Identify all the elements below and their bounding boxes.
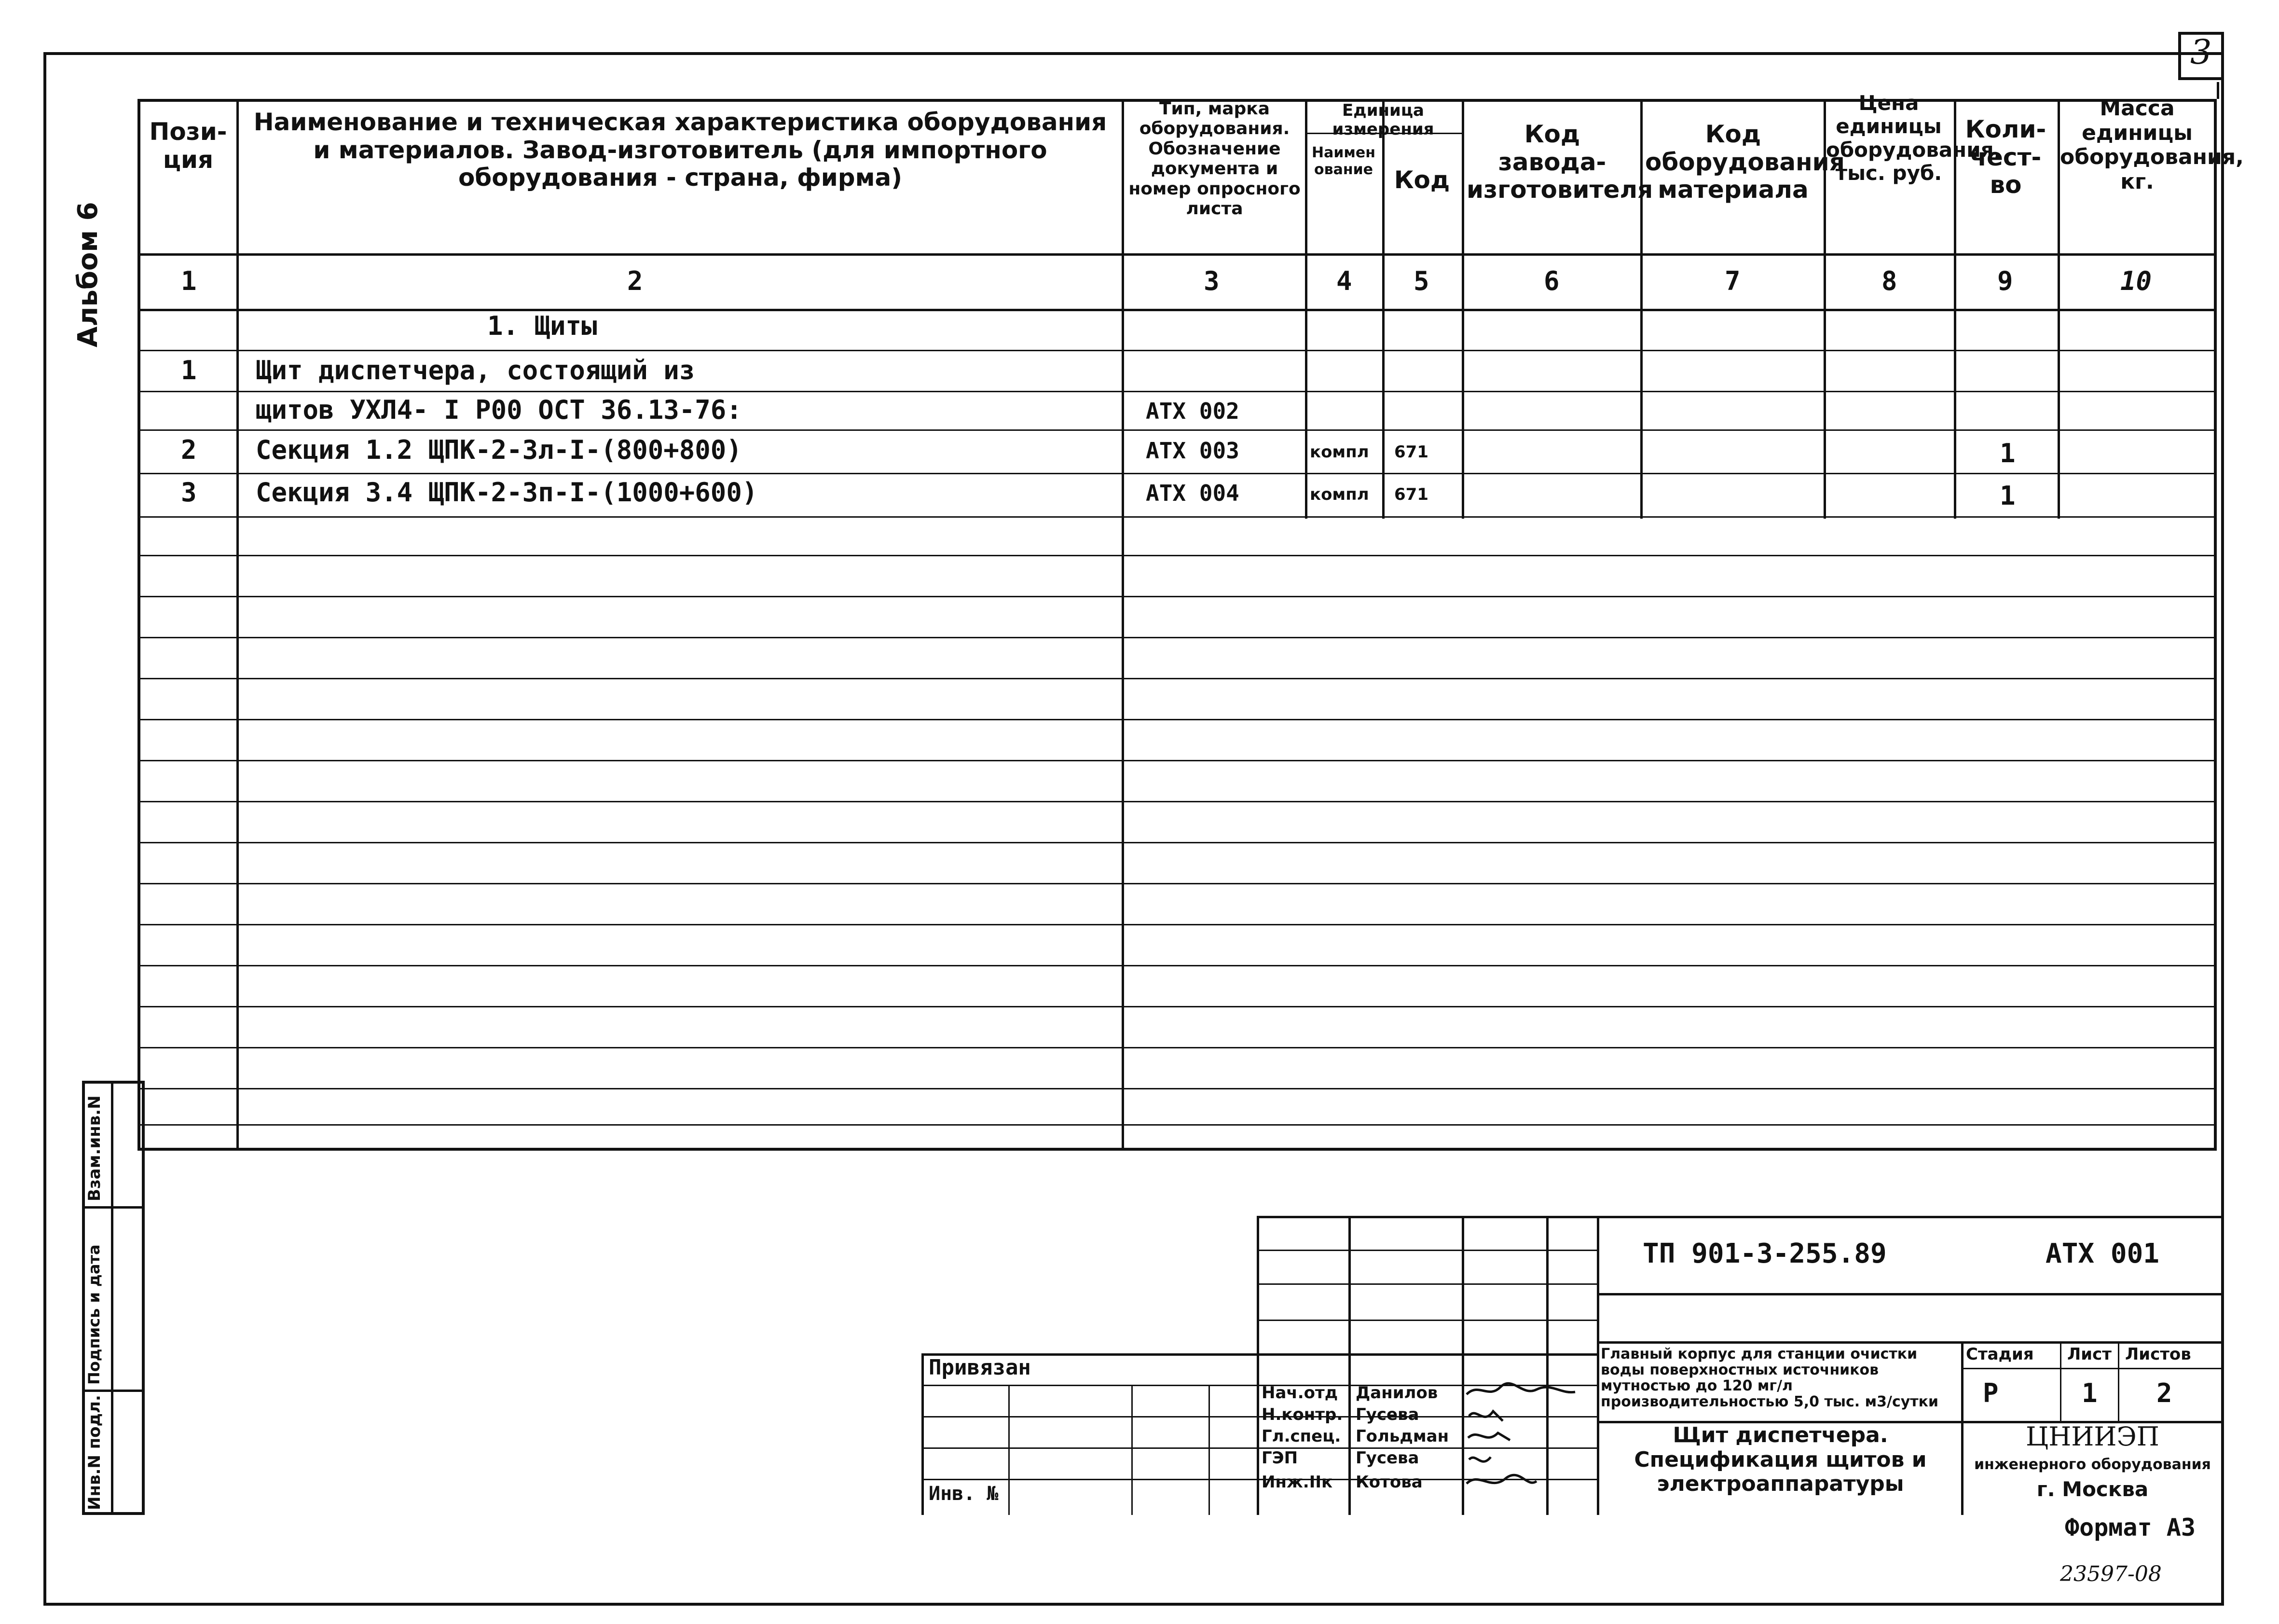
header-unit: Единица измерения bbox=[1332, 101, 1434, 139]
col-number-6: 6 bbox=[1544, 266, 1560, 296]
stage-value: Р bbox=[1983, 1378, 1999, 1408]
row-4-code: 671 bbox=[1394, 485, 1428, 504]
name-5: Котова bbox=[1356, 1473, 1423, 1492]
role-2: Н.контр. bbox=[1262, 1405, 1343, 1424]
spec-table bbox=[137, 99, 2217, 1151]
row-4-type: АТХ 004 bbox=[1146, 480, 1239, 506]
role-5: Инж.IIк bbox=[1262, 1473, 1333, 1492]
row-2-type: АТХ 002 bbox=[1146, 398, 1239, 424]
document-title: Щит диспетчера. Спецификация щитов и электроаппаратуры bbox=[1634, 1423, 1927, 1497]
side-stamp-vzam: Взам.инв.N bbox=[85, 1095, 104, 1201]
row-4-name: Секция 3.4 ЩПК-2-3п-I-(1000+600) bbox=[256, 477, 758, 508]
header-price: Цена единицы оборудования, тыс. руб. bbox=[1826, 91, 2002, 185]
name-2: Гусева bbox=[1356, 1405, 1419, 1424]
role-3: Гл.спец. bbox=[1262, 1427, 1341, 1446]
col-number-9: 9 bbox=[1997, 266, 2013, 296]
sheet-number: 3 bbox=[2190, 32, 2212, 72]
sheets-value: 2 bbox=[2156, 1378, 2172, 1408]
row-section-title: 1. Щиты bbox=[487, 311, 597, 341]
album-label: Альбом 6 bbox=[72, 202, 104, 347]
row-3-unit: компл bbox=[1310, 442, 1369, 462]
name-3: Гольдман bbox=[1356, 1427, 1449, 1446]
col-number-8: 8 bbox=[1881, 266, 1897, 296]
row-1-position: 1 bbox=[181, 355, 197, 385]
inv-no-label: Инв. № bbox=[929, 1483, 999, 1505]
row-3-code: 671 bbox=[1394, 442, 1428, 462]
header-factory-code: Код завода- изготовителя bbox=[1467, 120, 1653, 204]
sheet-value: 1 bbox=[2082, 1378, 2098, 1408]
document-code: АТХ 001 bbox=[2046, 1238, 2160, 1269]
col-number-5: 5 bbox=[1414, 266, 1429, 296]
row-4-unit: компл bbox=[1310, 485, 1369, 504]
row-3-type: АТХ 003 bbox=[1146, 438, 1239, 464]
header-equipment-code: Код оборудования материала bbox=[1645, 120, 1845, 204]
side-stamp-podpis: Подпись и дата bbox=[85, 1244, 103, 1385]
col-number-7: 7 bbox=[1725, 266, 1741, 296]
header-type: Тип, марка оборудования. Обозначение документа и номер опросного листа bbox=[1128, 99, 1301, 219]
row-4-position: 3 bbox=[181, 477, 197, 508]
privyazan-label: Привязан bbox=[929, 1355, 1031, 1380]
header-mass: Масса единицы оборудования, кг. bbox=[2060, 96, 2244, 194]
header-unit-code: Код bbox=[1394, 166, 1450, 194]
row-4-quantity: 1 bbox=[2000, 481, 2016, 511]
role-4: ГЭП bbox=[1262, 1448, 1298, 1468]
name-1: Данилов bbox=[1356, 1383, 1438, 1403]
col-number-10: 10 bbox=[2120, 266, 2152, 296]
sheet-label: Лист bbox=[2067, 1345, 2112, 1364]
archive-number: 23597-08 bbox=[2060, 1562, 2162, 1586]
organization: ЦНИИЭП bbox=[2026, 1421, 2159, 1452]
header-position: Пози- ция bbox=[149, 118, 227, 174]
row-3-quantity: 1 bbox=[2000, 438, 2016, 468]
name-4: Гусева bbox=[1356, 1448, 1419, 1468]
organization-sub: инженерного оборудования bbox=[1974, 1456, 2211, 1473]
col-number-4: 4 bbox=[1336, 266, 1352, 296]
stage-label: Стадия bbox=[1966, 1345, 2034, 1364]
signatures bbox=[1464, 1380, 1580, 1505]
city: г. Москва bbox=[2036, 1477, 2149, 1501]
sheets-label: Листов bbox=[2125, 1345, 2191, 1364]
designation: ТП 901-3-255.89 bbox=[1643, 1238, 1887, 1269]
role-1: Нач.отд bbox=[1262, 1383, 1338, 1403]
row-3-name: Секция 1.2 ЩПК-2-3л-I-(800+800) bbox=[256, 435, 742, 465]
col-number-1: 1 bbox=[181, 266, 197, 296]
header-quantity: Коли- чест- во bbox=[1965, 115, 2046, 199]
row-1-name: Щит диспетчера, состоящий из bbox=[256, 355, 695, 385]
format-label: Формат А3 bbox=[2065, 1514, 2196, 1541]
col-number-2: 2 bbox=[627, 266, 643, 296]
project-description: Главный корпус для станции очистки воды поверхностных источников мутностью до 120 мг/л производительностью 5,0 тыс. м3/сутки bbox=[1601, 1346, 1939, 1410]
header-unit-name: Наименование bbox=[1312, 144, 1375, 178]
side-stamp-inv: Инв.N подл. bbox=[85, 1395, 104, 1510]
row-2-name: щитов УХЛ4- I Р00 ОСТ 36.13-76: bbox=[256, 395, 742, 425]
header-name: Наименование и техническая характеристика оборудования и материалов. Завод-изготовитель (для импортного оборудования - страна, фирма) bbox=[253, 108, 1107, 192]
col-number-3: 3 bbox=[1204, 266, 1220, 296]
row-3-position: 2 bbox=[181, 435, 197, 465]
